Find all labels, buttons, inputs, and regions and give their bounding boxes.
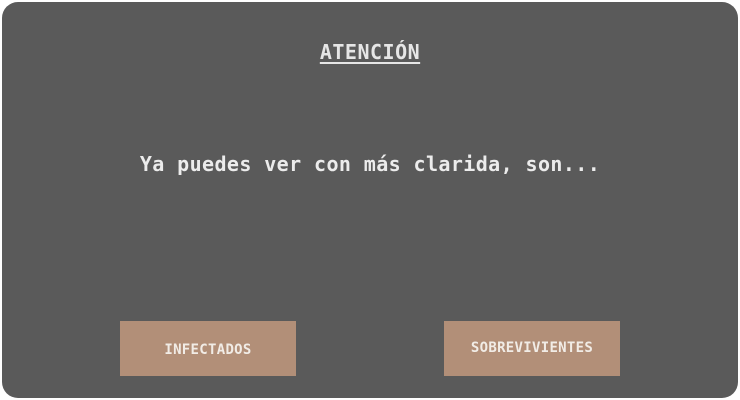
infectados-button-label: INFECTADOS bbox=[164, 341, 252, 358]
dialog-title: ATENCIÓN bbox=[319, 40, 421, 64]
infectados-button[interactable] bbox=[120, 321, 296, 376]
dialog-message: Ya puedes ver con más clarida, son... bbox=[139, 152, 601, 176]
sobrevivientes-button-label: SOBREVIVIENTES bbox=[470, 339, 594, 356]
sobrevivientes-button[interactable] bbox=[444, 321, 620, 376]
dialog-panel bbox=[2, 2, 738, 398]
